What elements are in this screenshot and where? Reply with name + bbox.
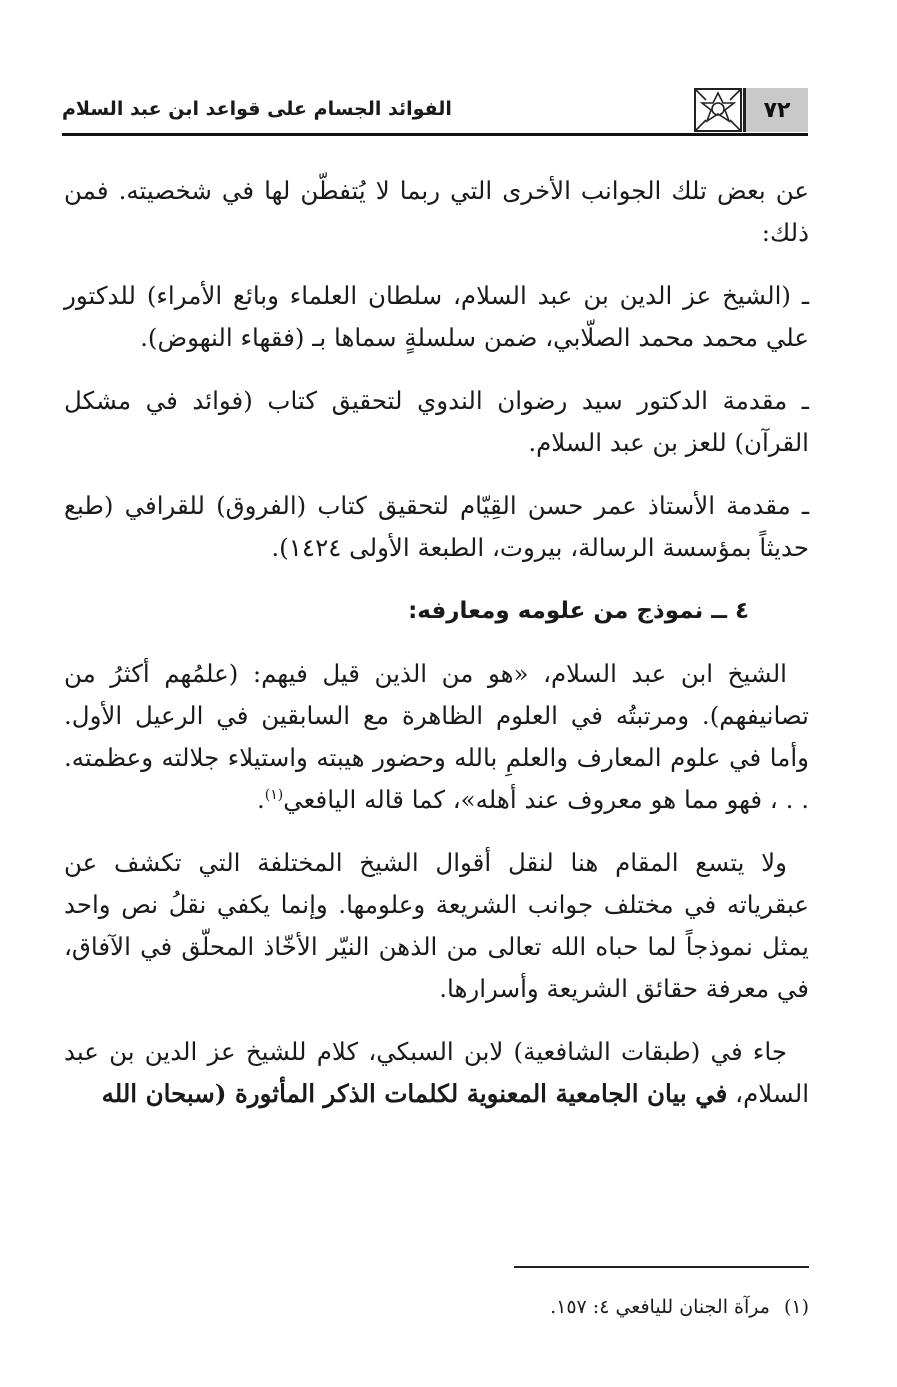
paragraph-7-text: جاء في (طبقات الشافعية) لابن السبكي، كلام للشيخ عز الدين بن عبد السلام، (64, 1037, 809, 1108)
footnote (400, 1294, 809, 1320)
paragraph-5-end: . (257, 785, 265, 814)
paragraph-7 (64, 1031, 809, 1115)
main-text (64, 170, 809, 1136)
paragraph-1: عن بعض تلك الجوانب الأخرى التي ربما لا يُتفطّن لها في شخصيته. فمن ذلك: (64, 176, 809, 247)
paragraph-5-text: الشيخ ابن عبد السلام، «هو من الذين قيل فيهم: (علمُهم أكثرُ من تصانيفهم). ومرتبتُه في العلوم الظاهرة مع السابقين في الرعيل الأول. وأما في علوم المعارف والعلمِ بالله وحضور هيبته واستيلاء جلالته وعظمته. . . ، فهو مما هو معروف عند أهله»، كما قاله اليافعي (64, 659, 809, 814)
paragraph-7-bold-text: في بيان الجامعية المعنوية لكلمات الذكر المأثورة (سبحان الله (101, 1079, 728, 1108)
header-rule (62, 133, 808, 136)
paragraph-6: ولا يتسع المقام هنا لنقل أقوال الشيخ المختلفة التي تكشف عن عبقرياته في مختلف جوانب الشريعة وعلومها. وإنما يكفي نقلُ نص واحد يمثل نموذجاً لما حباه الله تعالى من الذهن النيّر الأخّاذ المحلّق في الآفاق، في معرفة حقائق الشريعة وأسرارها. (64, 848, 809, 1003)
footnote-text: مرآة الجنان لليافعي ٤: ١٥٧. (550, 1296, 770, 1318)
page-number: ٧٢ (743, 88, 808, 132)
paragraph-3: ـ مقدمة الدكتور سيد رضوان الندوي لتحقيق كتاب (فوائد في مشكل القرآن) للعز بن عبد السلام. (64, 386, 809, 457)
running-header (62, 84, 808, 136)
section-heading: ٤ ــ نموذج من علومه ومعارفه: (408, 598, 749, 624)
paragraph-2: ـ (الشيخ عز الدين بن عبد السلام، سلطان العلماء وبائع الأمراء) للدكتور علي محمد محمد الصلّابي، ضمن سلسلةٍ سماها بـ (فقهاء النهوض). (64, 281, 809, 352)
running-title: الفوائد الجسام على قواعد ابن عبد السلام (62, 98, 452, 120)
paragraph-5 (64, 653, 809, 821)
footnote-mark: (١) (783, 1296, 809, 1318)
paragraph-4: ـ مقدمة الأستاذ عمر حسن القِيّام لتحقيق كتاب (الفروق) للقرافي (طبع حديثاً بمؤسسة الرسالة، بيروت، الطبعة الأولى ١٤٢٤). (64, 491, 809, 562)
footnote-rule (514, 1266, 809, 1268)
footnote-reference[interactable]: (١) (264, 786, 284, 803)
